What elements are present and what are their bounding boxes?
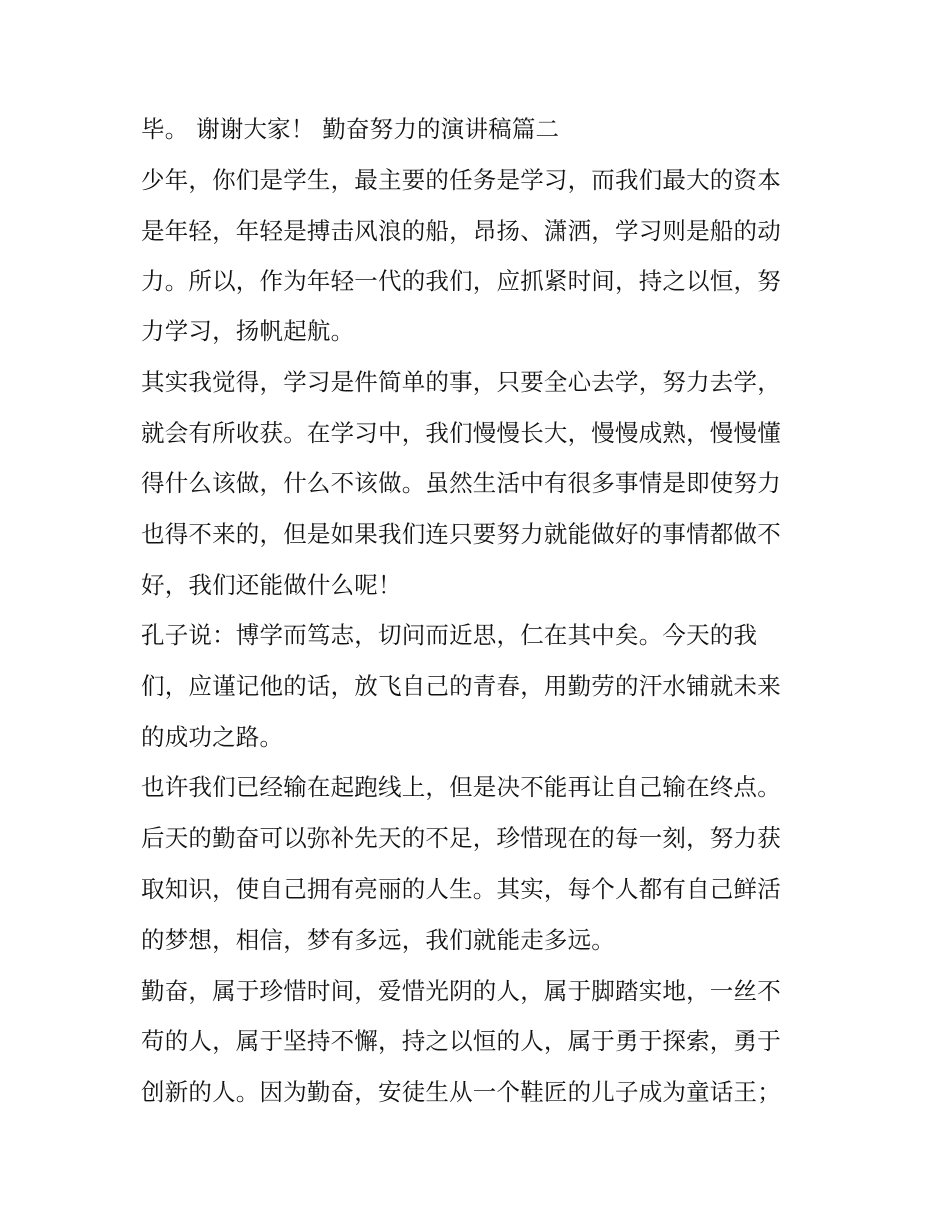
text-line: 后天的勤奋可以弥补先天的不足，珍惜现在的每一刻，努力获 bbox=[141, 824, 781, 852]
text-line: 好，我们还能做什么呢！ bbox=[141, 571, 402, 599]
text-line: 少年，你们是学生，最主要的任务是学习，而我们最大的资本 bbox=[141, 166, 781, 194]
text-line: 的成功之路。 bbox=[141, 723, 284, 751]
text-line: 苟的人，属于坚持不懈，持之以恒的人，属于勇于探索，勇于 bbox=[141, 1027, 781, 1055]
text-line: 毕。 谢谢大家！ 勤奋努力的演讲稿篇二 bbox=[141, 115, 560, 143]
text-line: 的梦想，相信，梦有多远，我们就能走多远。 bbox=[141, 926, 615, 954]
text-line: 取知识，使自己拥有亮丽的人生。其实，每个人都有自己鲜活 bbox=[141, 875, 781, 903]
text-line: 就会有所收获。在学习中，我们慢慢长大，慢慢成熟，慢慢懂 bbox=[141, 419, 781, 447]
text-line: 也得不来的，但是如果我们连只要努力就能做好的事情都做不 bbox=[141, 520, 781, 548]
text-line: 创新的人。因为勤奋，安徒生从一个鞋匠的儿子成为童话王； bbox=[141, 1078, 781, 1106]
text-line: 力学习，扬帆起航。 bbox=[141, 317, 355, 345]
text-line: 勤奋，属于珍惜时间，爱惜光阴的人，属于脚踏实地，一丝不 bbox=[141, 977, 781, 1005]
text-line: 是年轻，年轻是搏击风浪的船，昂扬、潇洒，学习则是船的动 bbox=[141, 217, 781, 245]
text-line: 其实我觉得，学习是件简单的事，只要全心去学，努力去学， bbox=[141, 368, 781, 396]
text-line: 们，应谨记他的话，放飞自己的青春，用勤劳的汗水铺就未来 bbox=[141, 672, 781, 700]
text-line: 得什么该做，什么不该做。虽然生活中有很多事情是即使努力 bbox=[141, 469, 781, 497]
text-line: 孔子说：博学而笃志，切问而近思，仁在其中矣。今天的我 bbox=[141, 621, 758, 649]
text-line: 力。所以，作为年轻一代的我们，应抓紧时间，持之以恒，努 bbox=[141, 267, 781, 295]
text-line: 也许我们已经输在起跑线上，但是决不能再让自己输在终点。 bbox=[141, 773, 781, 801]
